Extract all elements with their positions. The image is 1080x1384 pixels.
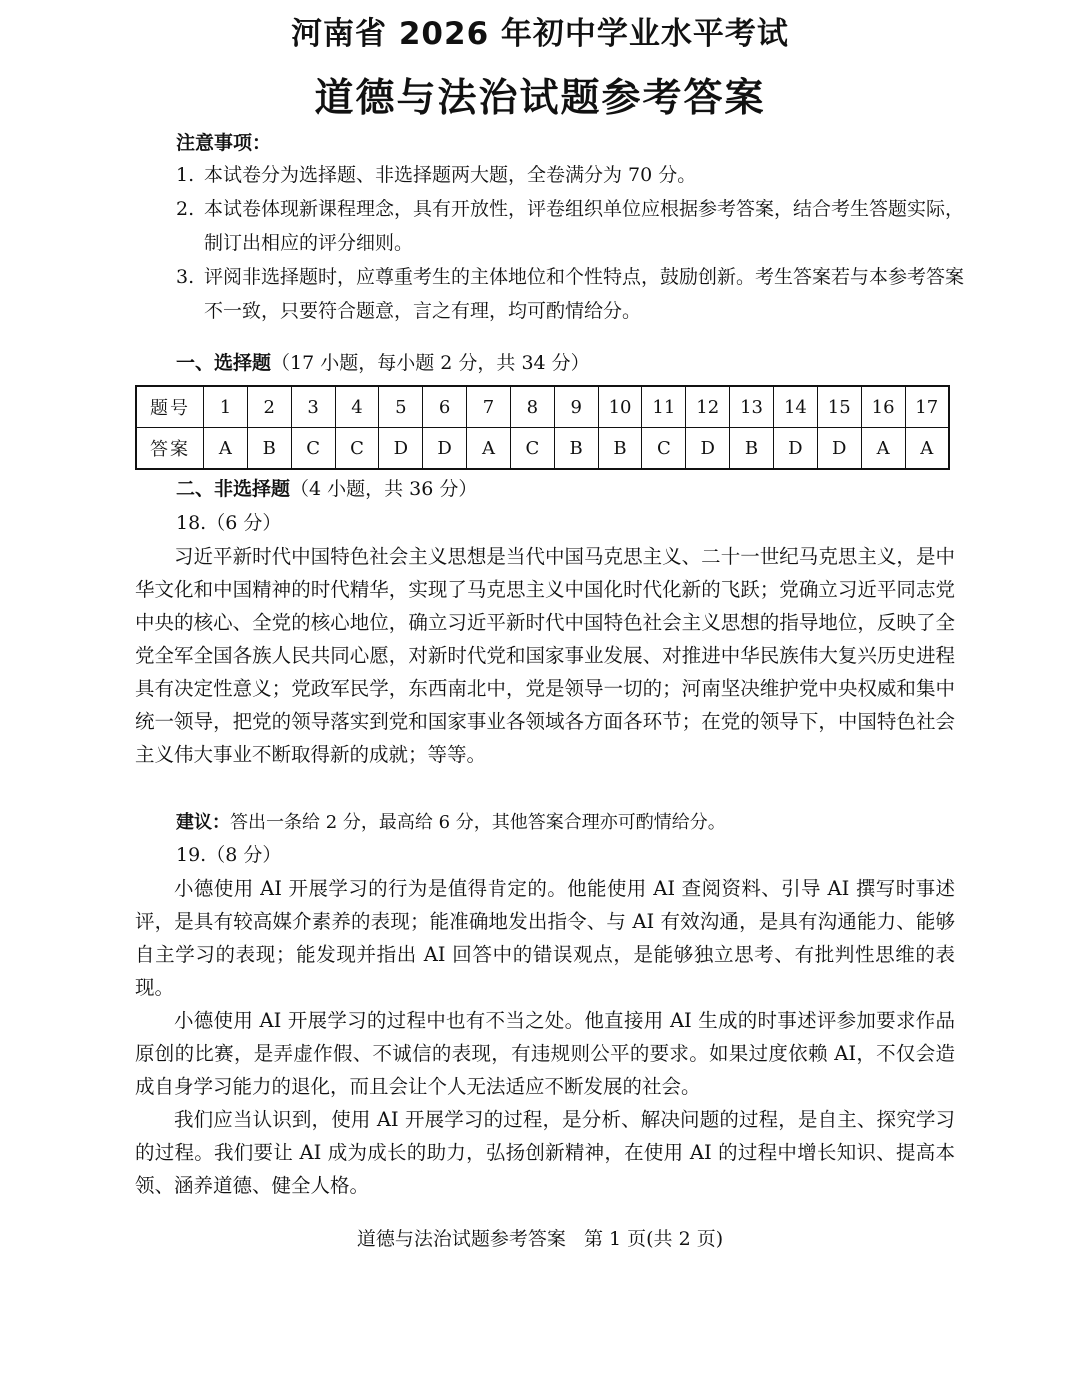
row-label: 题号 <box>136 386 204 428</box>
answer-cell: D <box>423 428 467 470</box>
section-title: 二、非选择题 <box>176 478 291 500</box>
question-number-cell: 8 <box>510 386 554 428</box>
question-18-answer <box>135 540 955 771</box>
answer-cell: C <box>291 428 335 470</box>
note-item-3 <box>176 260 966 328</box>
question-number-cell: 15 <box>817 386 861 428</box>
note-text: 评阅非选择题时，应尊重考生的主体地位和个性特点，鼓励创新。考生答案若与本参考答案不一致，只要符合题意，言之有理，均可酌情给分。 <box>204 266 965 322</box>
notes-heading: 注意事项： <box>176 132 272 154</box>
question-number-cell: 14 <box>773 386 817 428</box>
section-detail: （4 小题，共 36 分） <box>290 478 478 500</box>
question-number-cell: 13 <box>730 386 774 428</box>
answer-cell: B <box>730 428 774 470</box>
answer-row <box>136 428 949 470</box>
note-item-1 <box>176 158 966 192</box>
answer-cell: A <box>861 428 905 470</box>
answer-cell: D <box>817 428 861 470</box>
question-19-answer <box>135 872 955 1202</box>
answer-table <box>135 385 950 470</box>
question-number-cell: 1 <box>204 386 248 428</box>
question-number-cell: 7 <box>467 386 511 428</box>
question-number-cell: 11 <box>642 386 686 428</box>
answer-paragraph: 小德使用 AI 开展学习的过程中也有不当之处。他直接用 AI 生成的时事述评参加要求作品原创的比赛，是弄虚作假、不诚信的表现，有违规则公平的要求。如果过度依赖 AI，不仅会造成自身学习能力的退化，而且会让个人无法适应不断发展的社会。 <box>135 1009 955 1098</box>
page-footer: 道德与法治试题参考答案 第 1 页(共 2 页) <box>356 1228 724 1250</box>
question-number-cell: 2 <box>247 386 291 428</box>
question-18-label: 18.（6 分） <box>176 512 282 534</box>
note-number: 3. <box>176 266 195 288</box>
question-number-cell: 10 <box>598 386 642 428</box>
scoring-suggestion <box>176 808 726 838</box>
answer-cell: A <box>905 428 949 470</box>
note-text: 本试卷分为选择题、非选择题两大题，全卷满分为 70 分。 <box>204 164 697 186</box>
section-heading-choice <box>176 348 590 378</box>
answer-paragraph: 小德使用 AI 开展学习的行为是值得肯定的。他能使用 AI 查阅资料、引导 AI 撰写时事述评，是具有较高媒介素养的表现；能准确地发出指令、与 AI 有效沟通，是具有沟通能力、能够自主学习的表现；能发现并指出 AI 回答中的错误观点，是能够独立思考、有批判性思维的表现。 <box>135 877 956 999</box>
question-number-cell: 17 <box>905 386 949 428</box>
question-number-cell: 4 <box>335 386 379 428</box>
question-number-row <box>136 386 949 428</box>
question-number-cell: 3 <box>291 386 335 428</box>
section-heading-nonchoice <box>176 474 477 504</box>
note-item-2 <box>176 192 966 260</box>
suggestion-text: 答出一条给 2 分，最高给 6 分，其他答案合理亦可酌情给分。 <box>230 812 726 833</box>
answer-cell: B <box>554 428 598 470</box>
question-number-cell: 6 <box>423 386 467 428</box>
section-title: 一、选择题 <box>176 352 272 374</box>
note-number: 2. <box>176 198 195 220</box>
answer-cell: C <box>335 428 379 470</box>
question-number-cell: 16 <box>861 386 905 428</box>
answer-cell: B <box>598 428 642 470</box>
answer-cell: A <box>204 428 248 470</box>
answer-cell: C <box>642 428 686 470</box>
question-number-cell: 5 <box>379 386 423 428</box>
document-title: 道德与法治试题参考答案 <box>314 76 766 121</box>
answer-cell: B <box>247 428 291 470</box>
answer-cell: D <box>773 428 817 470</box>
answer-paragraph: 我们应当认识到，使用 AI 开展学习的过程，是分析、解决问题的过程，是自主、探究学习的过程。我们要让 AI 成为成长的助力，弘扬创新精神，在使用 AI 的过程中增长知识、提高本领、涵养道德、健全人格。 <box>135 1108 955 1197</box>
note-text: 本试卷体现新课程理念，具有开放性，评卷组织单位应根据参考答案，结合考生答题实际，制订出相应的评分细则。 <box>204 198 965 254</box>
question-number-cell: 12 <box>686 386 730 428</box>
answer-cell: D <box>686 428 730 470</box>
answer-paragraph: 习近平新时代中国特色社会主义思想是当代中国马克思主义、二十一世纪马克思主义，是中华文化和中国精神的时代精华，实现了马克思主义中国化时代化新的飞跃；党确立习近平同志党中央的核心、全党的核心地位，确立习近平新时代中国特色社会主义思想的指导地位，反映了全党全军全国各族人民共同心愿，对新时代党和国家事业发展、对推进中华民族伟大复兴历史进程具有决定性意义；党政军民学，东西南北中，党是领导一切的；河南坚决维护党中央权威和集中统一领导，把党的领导落实到党和国家事业各领域各方面各环节；在党的领导下，中国特色社会主义伟大事业不断取得新的成就；等等。 <box>135 545 955 766</box>
question-19-label: 19.（8 分） <box>176 844 282 866</box>
note-number: 1. <box>176 164 195 186</box>
answer-cell: A <box>467 428 511 470</box>
exam-title: 河南省 2026 年初中学业水平考试 <box>291 16 789 52</box>
notes-section <box>176 128 966 328</box>
answer-cell: C <box>510 428 554 470</box>
answer-cell: D <box>379 428 423 470</box>
section-detail: （17 小题，每小题 2 分，共 34 分） <box>271 352 590 374</box>
question-number-cell: 9 <box>554 386 598 428</box>
row-label: 答案 <box>136 428 204 470</box>
suggestion-label: 建议： <box>176 812 230 833</box>
